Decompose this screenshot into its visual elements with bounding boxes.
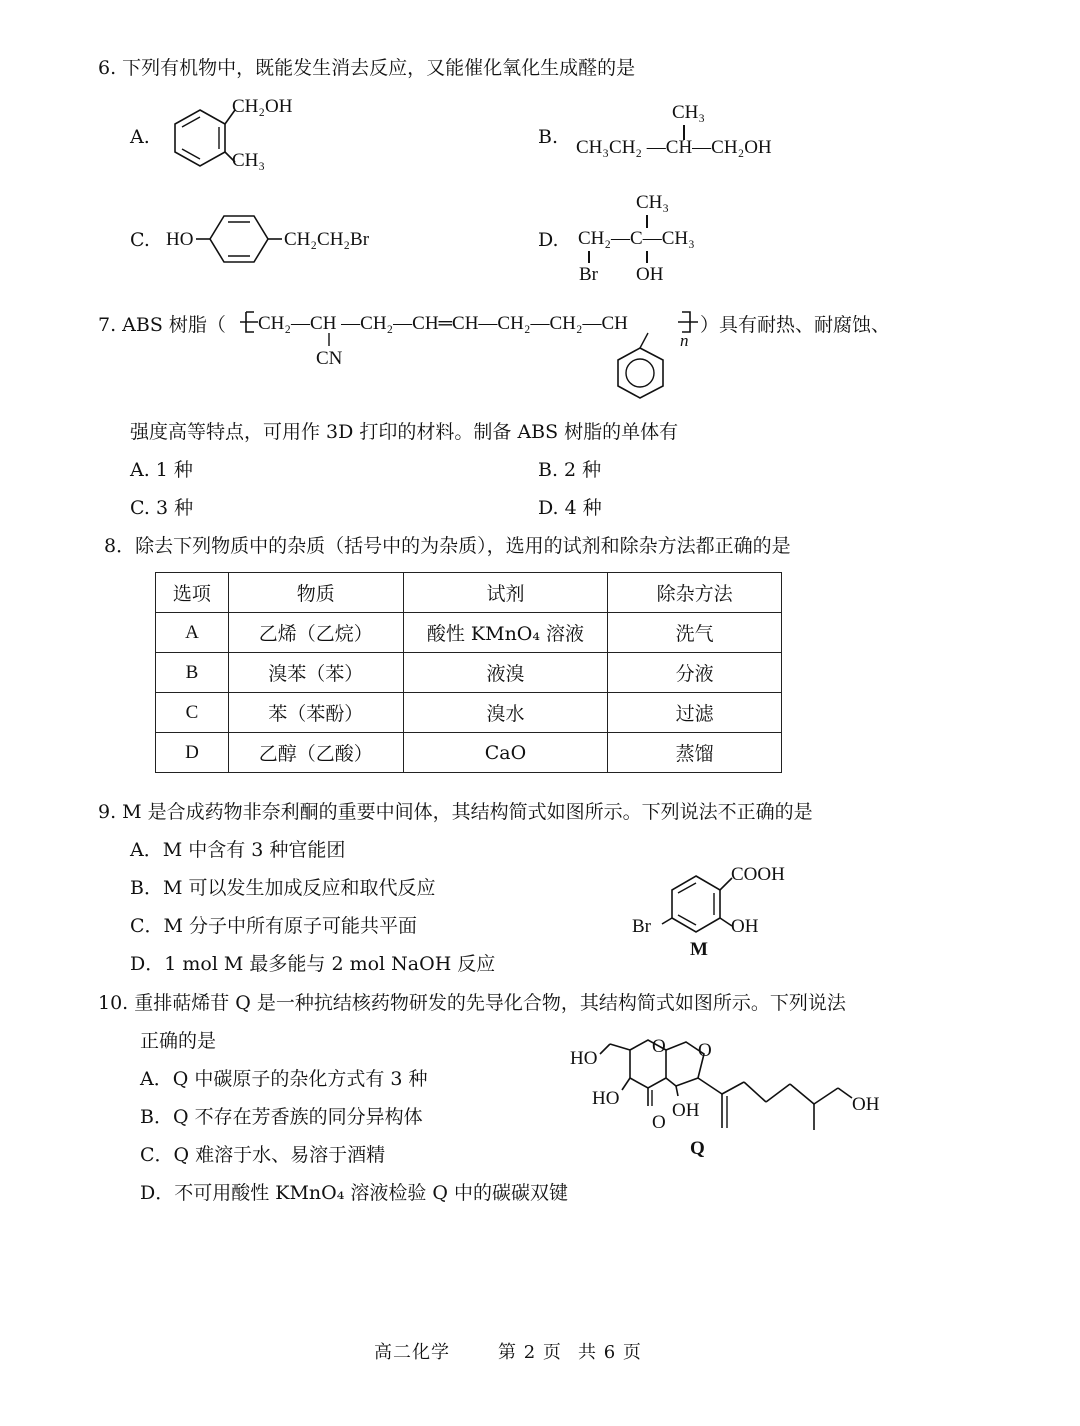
footer-page: 第 2 页 [498, 1342, 562, 1363]
footer-subject: 高二化学 [374, 1342, 450, 1363]
q6-stem: 6. 下列有机物中，既能发生消去反应，又能催化氧化生成醛的是 [98, 57, 636, 79]
q10-q-o-ring2: O [698, 1040, 712, 1061]
q9-m-br: Br [632, 916, 651, 937]
q6-option-d-label: D. [538, 229, 559, 251]
q8-header-method: 除杂方法 [608, 573, 782, 613]
q10-q-oh-mid: OH [672, 1100, 700, 1121]
q7-stem-prefix: 7. ABS 树脂（ [98, 314, 226, 336]
q6-option-a-structure [160, 90, 320, 180]
q6-option-a-label: A. [130, 126, 150, 148]
q10-q-ho-left: HO [592, 1088, 620, 1109]
q7-cn: CN [316, 348, 343, 369]
q9-stem: 9. M 是合成药物非奈利酮的重要中间体，其结构简式如图所示。下列说法不正确的是 [98, 801, 813, 823]
q6-d-bond-top [646, 215, 648, 228]
q8-table-row [156, 733, 782, 773]
q8-cell: 分液 [608, 653, 782, 693]
q6-d-ch3-top: CH₃ [636, 192, 670, 213]
q8-cell: 溴水 [403, 693, 608, 733]
q8-cell: 蒸馏 [608, 733, 782, 773]
q6-d-bond-br [588, 251, 590, 263]
q8-cell: B [156, 653, 229, 693]
q10-option-a: A．Q 中碳原子的杂化方式有 3 种 [140, 1068, 428, 1090]
q7-polymer-structure [238, 302, 708, 407]
q8-cell: D [156, 733, 229, 773]
footer-total: 共 6 页 [578, 1342, 642, 1363]
q8-cell: 溴苯（苯） [228, 653, 403, 693]
q8-cell: 乙醇（乙酸） [228, 733, 403, 773]
q6-option-c-label: C. [130, 229, 150, 251]
q6-option-b-label: B. [538, 126, 559, 148]
q8-table-row [156, 693, 782, 733]
q7-option-d: D. 4 种 [538, 497, 602, 519]
q7-subscript-n: n [680, 331, 689, 350]
q10-stem-line2: 正确的是 [140, 1030, 217, 1052]
q8-cell: 洗气 [608, 613, 782, 653]
q10-q-o-ring1: O [652, 1036, 666, 1057]
q9-m-oh: OH [731, 916, 759, 937]
q8-table-header-row [156, 573, 782, 613]
q6-b-formula: CH₃CH₂ —CH—CH₂OH [576, 137, 772, 158]
q9-option-d: D．1 mol M 最多能与 2 mol NaOH 反应 [130, 953, 496, 975]
q6-b-ch3: CH₃ [672, 102, 706, 123]
q10-option-b: B．Q 不存在芳香族的同分异构体 [140, 1106, 423, 1128]
q10-option-c: C．Q 难溶于水、易溶于酒精 [140, 1144, 386, 1166]
q9-option-b: B．M 可以发生加成反应和取代反应 [130, 877, 436, 899]
q7-option-b: B. 2 种 [538, 459, 602, 481]
q9-option-a: A．M 中含有 3 种官能团 [130, 839, 346, 861]
q8-stem: 8．除去下列物质中的杂质（括号中的为杂质），选用的试剂和除杂方法都正确的是 [104, 535, 791, 557]
q9-m-cooh: COOH [731, 864, 785, 885]
q8-cell: C [156, 693, 229, 733]
q6-a-ch3: CH₃ [232, 150, 266, 171]
q6-d-oh: OH [636, 264, 664, 285]
q6-c-ho: HO [166, 229, 194, 250]
q8-cell: 乙烯（乙烷） [228, 613, 403, 653]
q10-q-o-keto: O [652, 1112, 666, 1133]
q7-stem-line2: 强度高等特点，可用作 3D 打印的材料。制备 ABS 树脂的单体有 [130, 421, 679, 443]
q10-stem-line1: 10. 重排萜烯苷 Q 是一种抗结核药物研发的先导化合物，其结构简式如图所示。下列说法 [98, 992, 846, 1014]
q9-m-label: M [690, 939, 708, 960]
q7-stem-suffix: ）具有耐热、耐腐蚀、 [700, 314, 891, 336]
q8-table-row [156, 613, 782, 653]
q9-structure-m [628, 858, 798, 968]
q10-q-label: Q [690, 1138, 705, 1159]
q9-option-c: C．M 分子中所有原子可能共平面 [130, 915, 418, 937]
q8-cell: A [156, 613, 229, 653]
q8-header-substance: 物质 [228, 573, 403, 613]
q8-header-option: 选项 [156, 573, 229, 613]
q10-option-d: D．不可用酸性 KMnO₄ 溶液检验 Q 中的碳碳双键 [140, 1182, 569, 1204]
q7-option-a: A. 1 种 [130, 459, 193, 481]
q8-table-row [156, 653, 782, 693]
q8-cell: 苯（苯酚） [228, 693, 403, 733]
q10-structure-q [566, 1030, 896, 1160]
q6-a-ch2oh: CH₂OH [232, 96, 293, 117]
q6-d-formula: CH₂—C—CH₃ [578, 228, 695, 249]
q10-q-oh-right: OH [852, 1094, 880, 1115]
q8-cell: CaO [403, 733, 608, 773]
q8-header-reagent: 试剂 [403, 573, 608, 613]
q6-c-tail: CH₂CH₂Br [284, 229, 370, 250]
q7-polymer-chain: CH₂—CH —CH₂—CH═CH—CH₂—CH₂—CH [258, 313, 628, 334]
q8-table [155, 572, 782, 773]
q7-option-c: C. 3 种 [130, 497, 194, 519]
q6-option-c-structure [164, 208, 404, 270]
q6-d-bond-oh [646, 251, 648, 263]
q10-q-ho-top: HO [570, 1048, 598, 1069]
q8-cell: 液溴 [403, 653, 608, 693]
q8-cell: 过滤 [608, 693, 782, 733]
q8-cell: 酸性 KMnO₄ 溶液 [403, 613, 608, 653]
q6-d-br: Br [579, 264, 598, 285]
